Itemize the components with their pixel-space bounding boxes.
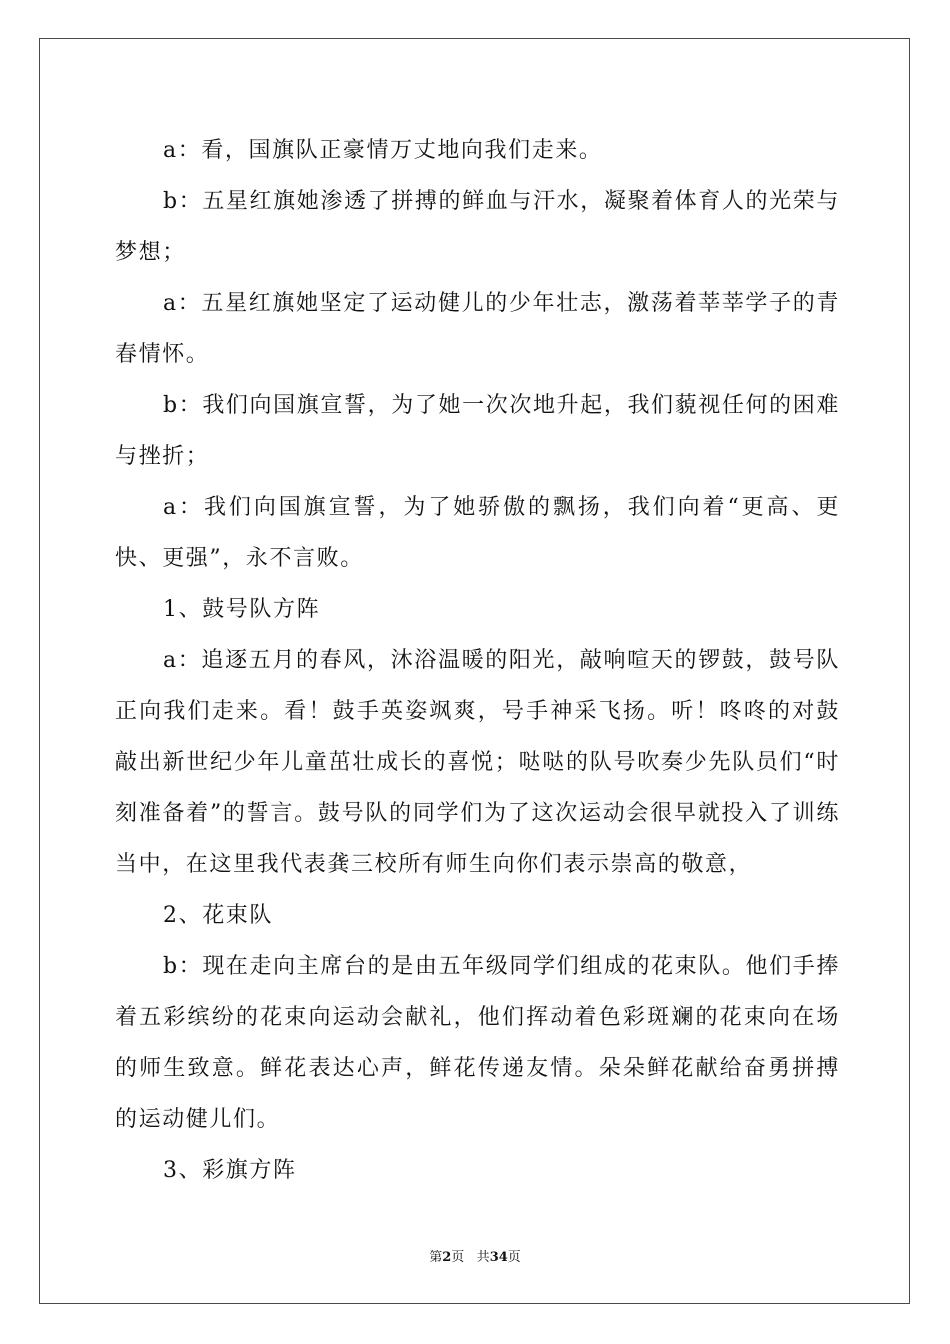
paragraph: a：五星红旗她坚定了运动健儿的少年壮志，激荡着莘莘学子的青春情怀。 xyxy=(115,291,840,367)
paragraph: a：看，国旗队正豪情万丈地向我们走来。 xyxy=(163,138,603,163)
footer-total-prefix: 共 xyxy=(476,1250,490,1265)
footer-prefix: 第 xyxy=(429,1250,443,1265)
paragraph: b：现在走向主席台的是由五年级同学们组成的花束队。他们手捧着五彩缤纷的花束向运动会献礼，他们挥动着色彩斑斓的花束向在场的师生致意。鲜花表达心声，鲜花传递友情。朵朵鲜花献给奋勇拼搏的运动健儿们。 xyxy=(115,954,840,1132)
document-body xyxy=(115,125,840,1196)
paragraph: a：我们向国旗宣誓，为了她骄傲的飘扬，我们向着“更高、更快、更强”，永不言败。 xyxy=(115,495,840,571)
footer-page-suffix: 页 xyxy=(451,1250,465,1265)
page-number: 2 xyxy=(442,1250,452,1265)
total-pages: 34 xyxy=(489,1250,508,1265)
section-heading: 1、鼓号队方阵 xyxy=(163,597,321,622)
section-heading: 3、彩旗方阵 xyxy=(163,1158,297,1183)
paragraph: a：追逐五月的春风，沐浴温暖的阳光，敲响喧天的锣鼓，鼓号队正向我们走来。看！鼓手英姿飒爽，号手神采飞扬。听！咚咚的对鼓敲出新世纪少年儿童茁壮成长的喜悦；哒哒的队号吹奏少先队员们“时刻准备着”的誓言。鼓号队的同学们为了这次运动会很早就投入了训练当中，在这里我代表龚三校所有师生向你们表示崇高的敬意， xyxy=(115,648,840,877)
footer-total-suffix: 页 xyxy=(507,1250,521,1265)
paragraph: b：五星红旗她渗透了拼搏的鲜血与汗水，凝聚着体育人的光荣与梦想； xyxy=(115,189,840,265)
section-heading: 2、花束队 xyxy=(163,903,273,928)
paragraph: b：我们向国旗宣誓，为了她一次次地升起，我们藐视任何的困难与挫折； xyxy=(115,393,840,469)
page-footer xyxy=(0,1246,950,1265)
